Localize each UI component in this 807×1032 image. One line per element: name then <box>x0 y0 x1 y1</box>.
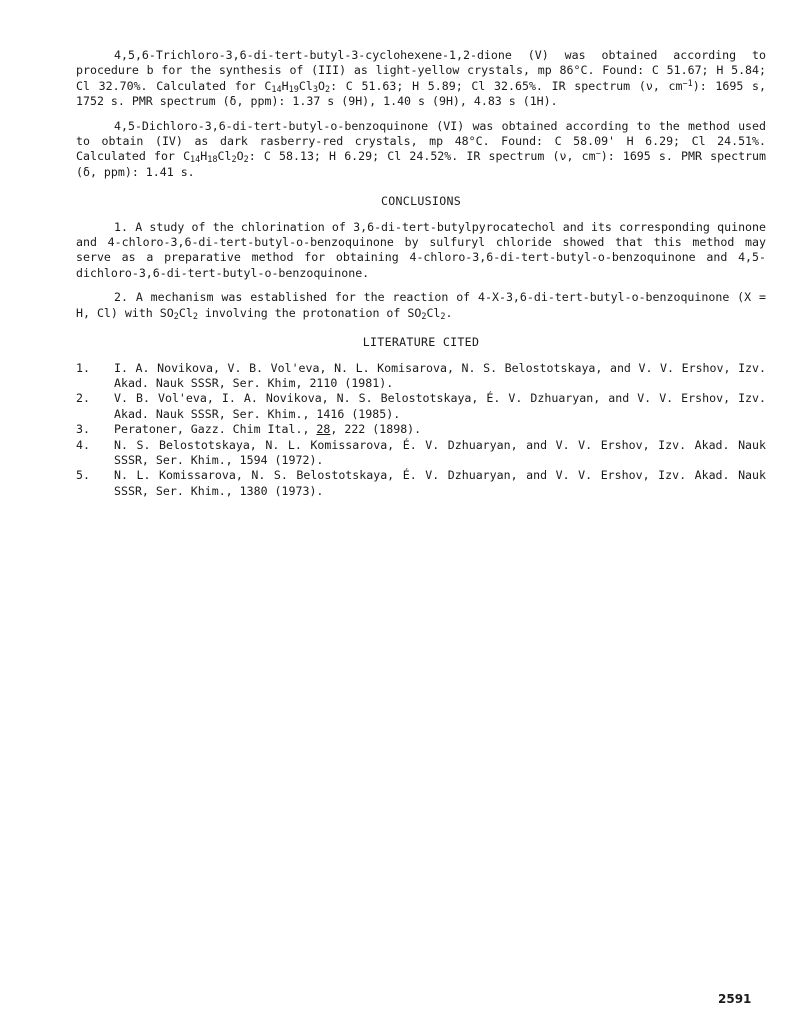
reference-text: N. L. Komissarova, N. S. Belostotskaya, É. V. Dzhuaryan, and V. V. Ershov, Izv. Akad. Nauk SSSR, Ser. Khim., 1380 (1973). <box>114 468 766 498</box>
volume-number: 28 <box>316 422 331 437</box>
reference-number: 4. <box>76 437 90 452</box>
reference-3 <box>76 422 766 437</box>
reference-text: V. B. Vol'eva, I. A. Novikova, N. S. Belostotskaya, É. V. Dzhuaryan, and V. V. Ershov, Izv. Akad. Nauk SSSR, Ser. Khim., 1416 (1985). <box>114 391 766 421</box>
reference-text: Peratoner, Gazz. Chim Ital., 28, 222 (1898). <box>114 422 422 437</box>
conclusions-heading: CONCLUSIONS <box>380 194 462 209</box>
paragraph-compound-v: 4,5,6-Trichloro-3,6-di-tert-butyl-3-cyclohexene-1,2-dione (V) was obtained according to procedure b for the synthesis of (III) as light-yellow crystals, mp 86°C. Found: C 51.67; H 5.84; Cl 32.70%. Calculated for $C_{14}H_{19}Cl_3O_2$: C 51.63; H 5.89; Cl 32.65%. IR spectrum (ν, $cm^{-1}$): 1695 s, 1752 s. PMR spectrum (δ, ppm): 1.37 s (9H), 1.40 s (9H), 4.83 s (1H). <box>76 48 767 109</box>
literature-heading: LITERATURE CITED <box>362 335 480 350</box>
reference-number: 3. <box>76 422 90 437</box>
reference-2 <box>76 391 766 422</box>
reference-text: N. S. Belostotskaya, N. L. Komissarova, É. V. Dzhuaryan, and V. V. Ershov, Izv. Akad. Nauk SSSR, Ser. Khim., 1594 (1972). <box>114 437 766 467</box>
reference-4 <box>76 438 766 469</box>
body-text <box>76 48 766 499</box>
reference-1 <box>76 361 766 392</box>
reference-number: 1. <box>76 360 90 375</box>
paragraph-compound-vi: 4,5-Dichloro-3,6-di-tert-butyl-o-benzoquinone (VI) was obtained according to the method used to obtain (IV) as dark rasberry-red crystals, mp 48°C. Found: C 58.09' H 6.29; Cl 24.51%. Calculated for $C_{14}H_{18}Cl_2O_2$: C 58.13; H 6.29; Cl 24.52%. IR spectrum (ν, cm−): 1695 s. PMR spectrum (δ, ppm): 1.41 s. <box>76 118 766 179</box>
reference-text: I. A. Novikova, V. B. Vol'eva, N. L. Komisarova, N. S. Belostotskaya, and V. V. Ershov, Izv. Akad. Nauk SSSR, Ser. Khim, 2110 (1981). <box>114 360 766 390</box>
page-number: 2591 <box>718 992 752 1006</box>
reference-number: 5. <box>76 468 90 483</box>
reference-number: 2. <box>76 391 90 406</box>
conclusion-1: 1. A study of the chlorination of 3,6-di-tert-butylpyrocatechol and its corresponding quinone and 4-chloro-3,6-di-tert-butyl-o-benzoquinone by sulfuryl chloride showed that this method may serve as a preparative method for obtaining 4-chloro-3,6-di-tert-butyl-o-benzoquinone and 4,5-dichloro-3,6-di-tert-butyl-o-benzoquinone. <box>76 219 766 280</box>
reference-5 <box>76 468 766 499</box>
reference-list <box>76 361 766 500</box>
conclusion-2: 2. A mechanism was established for the reaction of 4-X-3,6-di-tert-butyl-o-benzoquinone (X = H, Cl) with $SO_2Cl_2$ involving the protonation of $SO_2Cl_2$. <box>76 290 766 322</box>
